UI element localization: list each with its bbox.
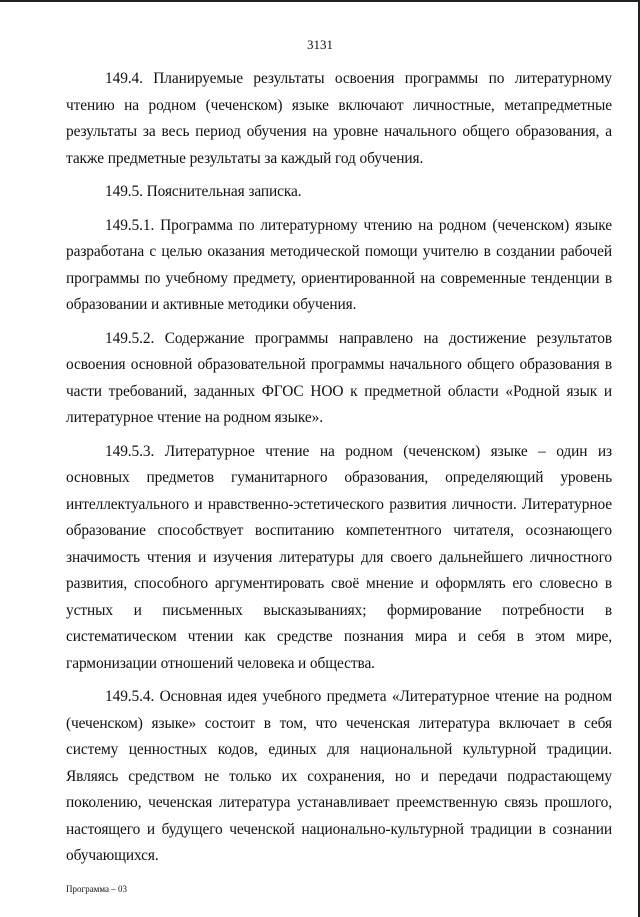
page-footer: Программа – 03: [66, 884, 128, 894]
page-number: 3131: [307, 37, 333, 52]
paragraph-149-5-3: 149.5.3. Литературное чтение на родном (чеченском) языке – один из основных предметов гуманитарного образования, определяющий уровень интеллектуального и нравственно-эстетического развития личности. Литературное образование способствует воспитанию компетентного читателя, осознающего значимость чтения и изучения литературы для своего дальнейшего личностного развития, способного аргументировать своё мнение и оформлять его словесно в устных и письменных высказываниях; формирование потребности в систематическом чтении как средстве познания мира и себя в этом мире, гармонизации отношений человека и общества.: [66, 442, 612, 672]
paragraph-149-5-4: 149.5.4. Основная идея учебного предмета «Литературное чтение на родном (чеченском) языке» состоит в том, что чеченская литература включает в себя систему ценностных кодов, единых для национальной культурной традиции. Являясь средством не только их сохранения, но и передачи подрастающему поколению, чеченская литература устанавливает преемственную связь прошлого, настоящего и будущего чеченской национально-культурной традиции в сознании обучающихся.: [66, 688, 612, 864]
document-body: [66, 66, 612, 877]
paragraph-149-4: 149.4. Планируемые результаты освоения программы по литературному чтению на родном (чеченском) языке включают личностные, метапредметные результаты за весь период обучения на уровне начального общего образования, а также предметные результаты за каждый год обучения.: [66, 70, 612, 167]
paragraph-149-5: 149.5. Пояснительная записка.: [105, 183, 302, 200]
scan-edge-top: [0, 0, 640, 2]
paragraph-149-5-2: 149.5.2. Содержание программы направлено на достижение результатов освоения основной образовательной программы начального общего образования в части требований, заданных ФГОС НОО к предметной области «Родной язык и литературное чтение на родном языке».: [66, 329, 612, 426]
paragraph-149-5-1: 149.5.1. Программа по литературному чтению на родном (чеченском) языке разработана с целью оказания методической помощи учителю в создании рабочей программы по учебному предмету, ориентированной на современные тенденции в образовании и активные методики обучения.: [66, 216, 612, 313]
